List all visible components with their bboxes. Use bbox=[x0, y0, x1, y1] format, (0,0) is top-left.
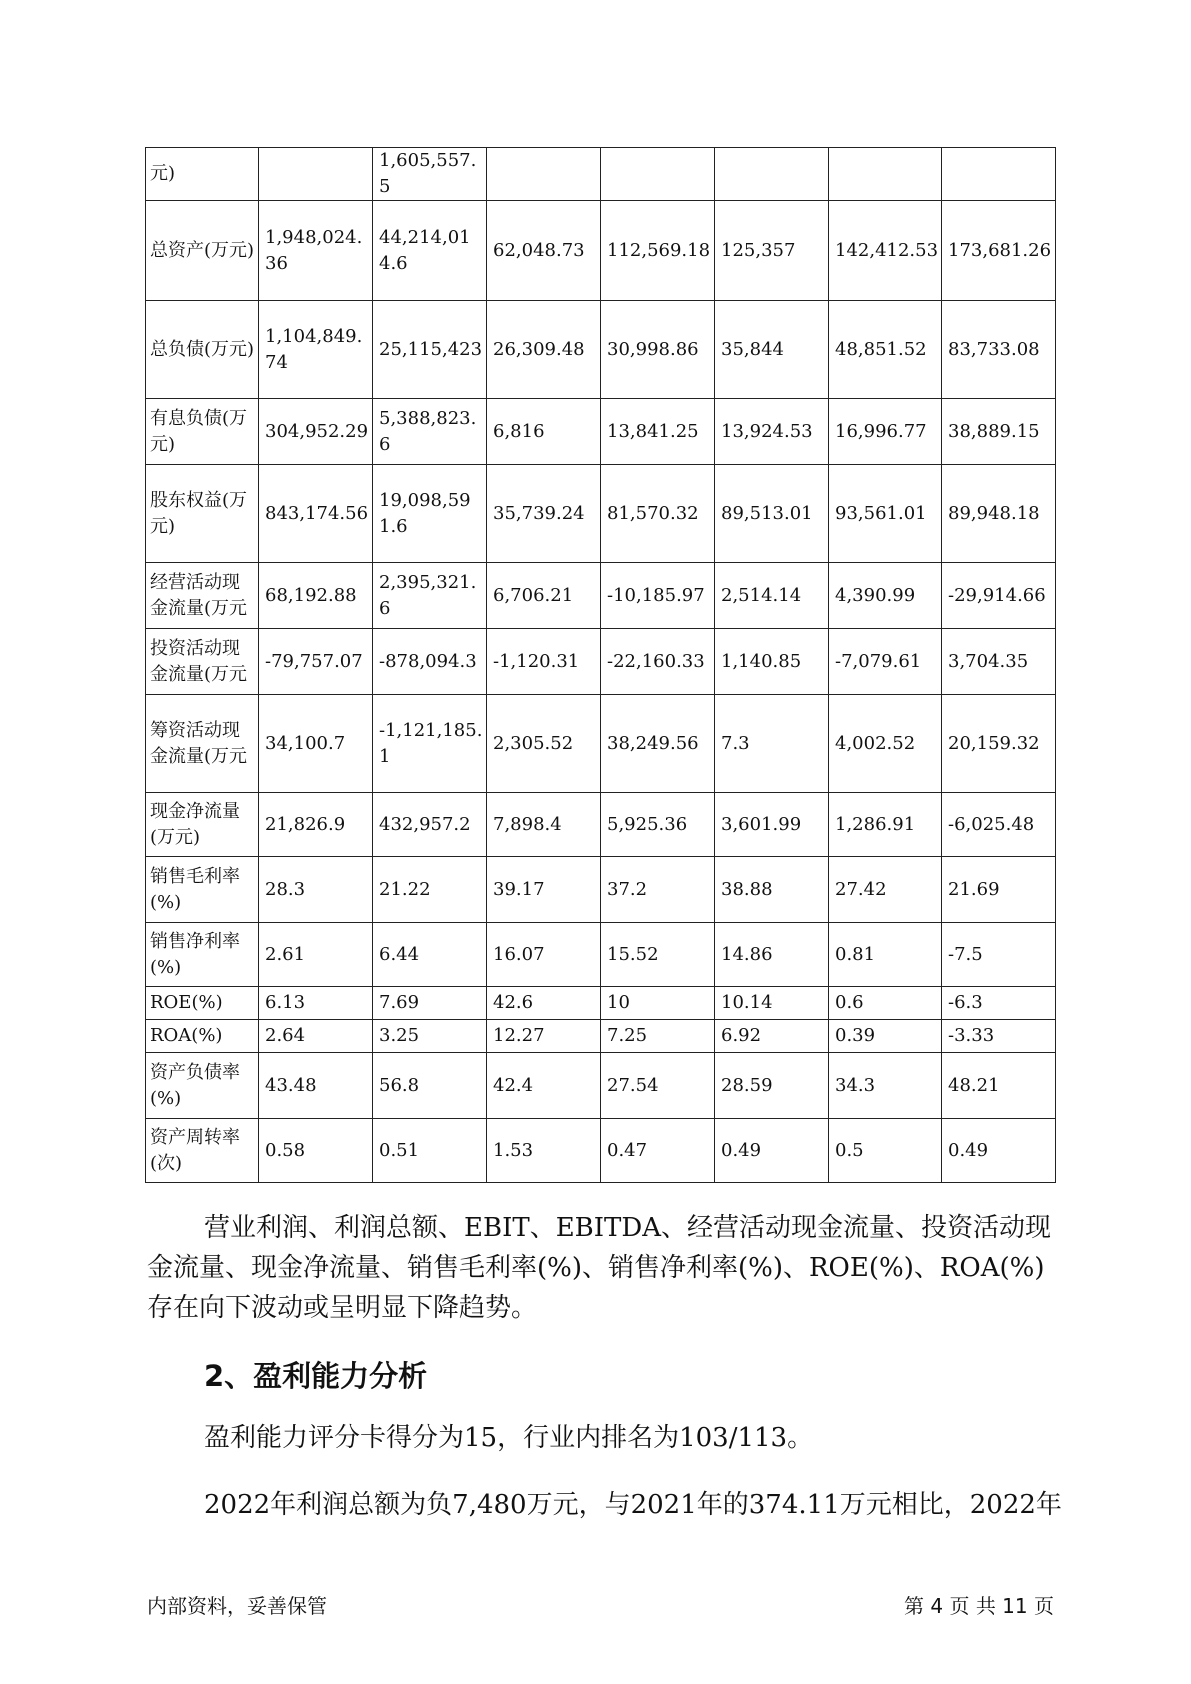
table-cell: 5,388,823.6 bbox=[373, 399, 487, 465]
table-cell: 0.5 bbox=[829, 1119, 942, 1183]
table-cell: 0.51 bbox=[373, 1119, 487, 1183]
table-cell: 0.49 bbox=[942, 1119, 1056, 1183]
row-label: ROE(%) bbox=[146, 987, 259, 1020]
table-cell: 6,706.21 bbox=[487, 563, 601, 629]
table-cell: 38,249.56 bbox=[601, 695, 715, 793]
table-row bbox=[146, 148, 1056, 201]
table-cell: 48,851.52 bbox=[829, 301, 942, 399]
table-cell: 34.3 bbox=[829, 1053, 942, 1119]
table-cell: 56.8 bbox=[373, 1053, 487, 1119]
table-cell: 0.81 bbox=[829, 923, 942, 987]
table-cell: 62,048.73 bbox=[487, 201, 601, 301]
table-cell: 432,957.2 bbox=[373, 793, 487, 857]
table-cell: 0.47 bbox=[601, 1119, 715, 1183]
table-cell: 304,952.29 bbox=[259, 399, 373, 465]
table-cell: 843,174.56 bbox=[259, 465, 373, 563]
table-cell: 6,816 bbox=[487, 399, 601, 465]
row-label: 股东权益(万元) bbox=[146, 465, 259, 563]
table-cell: 173,681.26 bbox=[942, 201, 1056, 301]
table-cell: 3,601.99 bbox=[715, 793, 829, 857]
financial-indicators-table bbox=[145, 147, 1056, 1183]
table-cell: 81,570.32 bbox=[601, 465, 715, 563]
table-cell: 38.88 bbox=[715, 857, 829, 923]
table-cell: -7.5 bbox=[942, 923, 1056, 987]
table-cell: 3,704.35 bbox=[942, 629, 1056, 695]
table-cell: 1,948,024.36 bbox=[259, 201, 373, 301]
row-label: 资产负债率(%) bbox=[146, 1053, 259, 1119]
table-cell: 1.53 bbox=[487, 1119, 601, 1183]
table-cell: 0.49 bbox=[715, 1119, 829, 1183]
table-cell: 28.3 bbox=[259, 857, 373, 923]
trend-summary-paragraph: 营业利润、利润总额、EBIT、EBITDA、经营活动现金流量、投资活动现金流量、现金净流量、销售毛利率(%)、销售净利率(%)、ROE(%)、ROA(%)存在向下波动或呈明显下降趋势。 bbox=[147, 1213, 1052, 1323]
table-cell bbox=[259, 148, 373, 201]
table-cell: 7,898.4 bbox=[487, 793, 601, 857]
table-cell bbox=[487, 148, 601, 201]
table-cell: 0.6 bbox=[829, 987, 942, 1020]
table-cell: 35,739.24 bbox=[487, 465, 601, 563]
table-row bbox=[146, 1119, 1056, 1183]
table-cell: 4,390.99 bbox=[829, 563, 942, 629]
table-row bbox=[146, 793, 1056, 857]
table-cell bbox=[829, 148, 942, 201]
table-cell: 21.22 bbox=[373, 857, 487, 923]
table-cell: 7.3 bbox=[715, 695, 829, 793]
table-cell: -22,160.33 bbox=[601, 629, 715, 695]
table-cell: 7.69 bbox=[373, 987, 487, 1020]
table-cell: 93,561.01 bbox=[829, 465, 942, 563]
table-cell: -878,094.3 bbox=[373, 629, 487, 695]
table-cell: 35,844 bbox=[715, 301, 829, 399]
table-cell: 125,357 bbox=[715, 201, 829, 301]
table-cell bbox=[601, 148, 715, 201]
row-label: 总负债(万元) bbox=[146, 301, 259, 399]
table-cell: 68,192.88 bbox=[259, 563, 373, 629]
table-cell: 3.25 bbox=[373, 1020, 487, 1053]
table-row bbox=[146, 1053, 1056, 1119]
row-label: 现金净流量(万元) bbox=[146, 793, 259, 857]
table-cell: 2,395,321.6 bbox=[373, 563, 487, 629]
table-row bbox=[146, 563, 1056, 629]
table-row bbox=[146, 201, 1056, 301]
table-cell: 21.69 bbox=[942, 857, 1056, 923]
table-cell: 1,286.91 bbox=[829, 793, 942, 857]
row-label: 筹资活动现金流量(万元 bbox=[146, 695, 259, 793]
table-cell: 7.25 bbox=[601, 1020, 715, 1053]
section-heading-profitability: 2、盈利能力分析 bbox=[204, 1359, 428, 1393]
table-row bbox=[146, 695, 1056, 793]
table-cell: 21,826.9 bbox=[259, 793, 373, 857]
table-cell: -10,185.97 bbox=[601, 563, 715, 629]
table-cell: 2.61 bbox=[259, 923, 373, 987]
table-cell: 6.44 bbox=[373, 923, 487, 987]
table-row bbox=[146, 857, 1056, 923]
table-cell: 89,948.18 bbox=[942, 465, 1056, 563]
table-cell: 2,514.14 bbox=[715, 563, 829, 629]
table-cell: 1,140.85 bbox=[715, 629, 829, 695]
table-cell: 1,605,557.5 bbox=[373, 148, 487, 201]
table-cell: 5,925.36 bbox=[601, 793, 715, 857]
table-cell: 142,412.53 bbox=[829, 201, 942, 301]
table-row bbox=[146, 987, 1056, 1020]
table-cell: -79,757.07 bbox=[259, 629, 373, 695]
table-cell: 4,002.52 bbox=[829, 695, 942, 793]
table-cell: 28.59 bbox=[715, 1053, 829, 1119]
table-cell: 10.14 bbox=[715, 987, 829, 1020]
table-cell: 38,889.15 bbox=[942, 399, 1056, 465]
table-cell: 16.07 bbox=[487, 923, 601, 987]
table-cell: 13,841.25 bbox=[601, 399, 715, 465]
table-cell: 44,214,014.6 bbox=[373, 201, 487, 301]
table-row bbox=[146, 301, 1056, 399]
table-cell: 14.86 bbox=[715, 923, 829, 987]
table-cell: 0.58 bbox=[259, 1119, 373, 1183]
row-label: 元) bbox=[146, 148, 259, 201]
table-cell: -1,121,185.1 bbox=[373, 695, 487, 793]
table-cell: -29,914.66 bbox=[942, 563, 1056, 629]
table-cell: 19,098,591.6 bbox=[373, 465, 487, 563]
table-cell: 30,998.86 bbox=[601, 301, 715, 399]
table-cell: 42.4 bbox=[487, 1053, 601, 1119]
table-cell: 26,309.48 bbox=[487, 301, 601, 399]
table-cell: 13,924.53 bbox=[715, 399, 829, 465]
table-cell: 2.64 bbox=[259, 1020, 373, 1053]
table-cell: 1,104,849.74 bbox=[259, 301, 373, 399]
scorecard-paragraph: 盈利能力评分卡得分为15，行业内排名为103/113。 bbox=[204, 1423, 814, 1453]
table-cell: 25,115,423 bbox=[373, 301, 487, 399]
row-label: 资产周转率(次) bbox=[146, 1119, 259, 1183]
table-cell: 112,569.18 bbox=[601, 201, 715, 301]
table-cell: -6,025.48 bbox=[942, 793, 1056, 857]
row-label: 投资活动现金流量(万元 bbox=[146, 629, 259, 695]
table-cell: 6.92 bbox=[715, 1020, 829, 1053]
footer-page-number: 第 4 页 共 11 页 bbox=[904, 1594, 1054, 1618]
row-label: 有息负债(万元) bbox=[146, 399, 259, 465]
row-label: ROA(%) bbox=[146, 1020, 259, 1053]
table-cell: 10 bbox=[601, 987, 715, 1020]
row-label: 总资产(万元) bbox=[146, 201, 259, 301]
table-cell: 27.54 bbox=[601, 1053, 715, 1119]
table-cell: -7,079.61 bbox=[829, 629, 942, 695]
table-cell: 34,100.7 bbox=[259, 695, 373, 793]
table-cell: -6.3 bbox=[942, 987, 1056, 1020]
table-cell: -1,120.31 bbox=[487, 629, 601, 695]
table-row bbox=[146, 399, 1056, 465]
row-label: 销售毛利率(%) bbox=[146, 857, 259, 923]
table-cell: 15.52 bbox=[601, 923, 715, 987]
table-cell: 42.6 bbox=[487, 987, 601, 1020]
table-cell: 0.39 bbox=[829, 1020, 942, 1053]
table-cell: -3.33 bbox=[942, 1020, 1056, 1053]
table-cell: 48.21 bbox=[942, 1053, 1056, 1119]
table-cell: 39.17 bbox=[487, 857, 601, 923]
table-cell bbox=[942, 148, 1056, 201]
table-cell: 89,513.01 bbox=[715, 465, 829, 563]
table-row bbox=[146, 1020, 1056, 1053]
table-cell: 16,996.77 bbox=[829, 399, 942, 465]
row-label: 经营活动现金流量(万元 bbox=[146, 563, 259, 629]
table-cell bbox=[715, 148, 829, 201]
table-cell: 37.2 bbox=[601, 857, 715, 923]
table-cell: 20,159.32 bbox=[942, 695, 1056, 793]
profit-total-paragraph: 2022年利润总额为负7,480万元，与2021年的374.11万元相比，2022年 bbox=[204, 1490, 1062, 1520]
table-cell: 43.48 bbox=[259, 1053, 373, 1119]
table-cell: 83,733.08 bbox=[942, 301, 1056, 399]
table-cell: 2,305.52 bbox=[487, 695, 601, 793]
table-cell: 27.42 bbox=[829, 857, 942, 923]
table-row bbox=[146, 465, 1056, 563]
table-cell: 6.13 bbox=[259, 987, 373, 1020]
row-label: 销售净利率(%) bbox=[146, 923, 259, 987]
table-row bbox=[146, 923, 1056, 987]
table-row bbox=[146, 629, 1056, 695]
table-cell: 12.27 bbox=[487, 1020, 601, 1053]
footer-confidential-note: 内部资料，妥善保管 bbox=[147, 1594, 327, 1618]
